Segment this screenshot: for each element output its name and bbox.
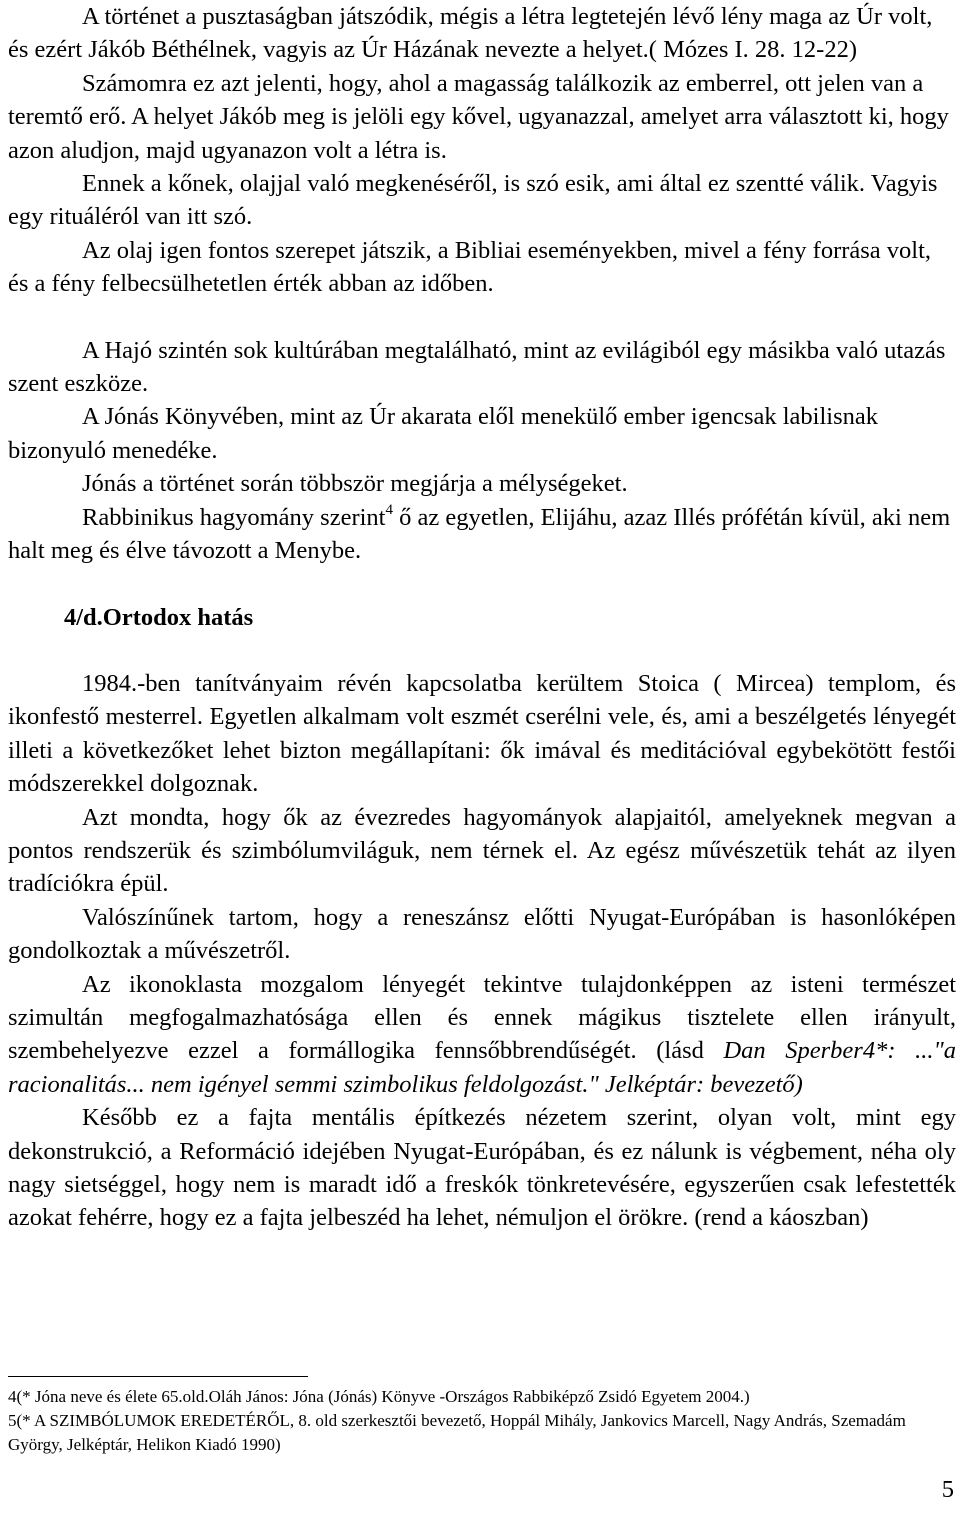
footnote-ref-4: 4 bbox=[385, 501, 393, 518]
paragraph-7: Jónás a történet során többször megjárja a mélységeket. bbox=[82, 470, 628, 498]
paragraph-8 bbox=[8, 501, 956, 568]
footnote-4: 4(* Jóna neve és élete 65.old.Oláh János: Jóna (Jónás) Könyve -Országos Rabbiképző Zsidó Egyetem 2004.) bbox=[8, 1387, 750, 1406]
paragraph-11: Valószínűnek tartom, hogy a reneszánsz előtti Nyugat-Európában is hasonlóképen gondolkoztak a művészetről. bbox=[8, 903, 956, 965]
paragraph-8-text-b: ő az egyetlen, Elijáhu, azaz Illés prófétán kívül, aki nem halt meg és élve távozott a Menybe. bbox=[8, 503, 951, 565]
body-text bbox=[8, 0, 956, 1235]
footnote-5: 5(* A SZIMBÓLUMOK EREDETÉRŐL, 8. old szerkesztői bevezető, Hoppál Mihály, Jankovics Marcell, Nagy András, Szemadám György, Jelképtár, Helikon Kiadó 1990) bbox=[8, 1411, 906, 1454]
paragraph-1: A történet a pusztaságban játszódik, mégis a létra legtetején lévő lény maga az Úr volt, és ezért Jákób Béthélnek, vagyis az Úr Házának nevezte a helyet.( Mózes I. 28. 12-22) bbox=[8, 3, 933, 64]
paragraph-2: Számomra ez azt jelenti, hogy, ahol a magasság találkozik az emberrel, ott jelen van a teremtő erő. A helyet Jákób meg is jelöli egy kővel, ugyanazzal, amelyet arra választott ki, hogy azon aludjon, majd ugyanazon volt a létra is. bbox=[8, 69, 949, 164]
section-heading: 4/d.Ortodox hatás bbox=[64, 603, 254, 631]
page-number: 5 bbox=[941, 1476, 954, 1503]
paragraph-9: 1984.-ben tanítványaim révén kapcsolatba kerültem Stoica ( Mircea) templom, és ikonfestő mesterrel. Egyetlen alkalmam volt eszmét cserélni vele, és, ami a beszélgetés lényegét illeti a következőket lehet bizton megállapítani: ők imával és meditációval egybekötött festői módszerekkel dolgoznak. bbox=[8, 669, 956, 798]
paragraph-12-text: Az ikonoklasta mozgalom lényegét tekintve tulajdonképpen az isteni természet szimultán megfogalmazhatósága ellen és ennek mágikus tisztelete ellen irányult, szembehelyezve ezzel a formállogika fennsőbbrendűségét. (lásd bbox=[8, 970, 956, 1065]
paragraph-6: A Jónás Könyvében, mint az Úr akarata elől menekülő ember igencsak labilisnak bizonyuló menedéke. bbox=[8, 403, 878, 464]
footnotes bbox=[8, 1385, 958, 1457]
paragraph-10: Azt mondta, hogy ők az évezredes hagyományok alapjaitól, amelyeknek megvan a pontos rendszerük és szimbólumviláguk, nem térnek el. Az egész művészetük tehát az ilyen tradíciókra épül. bbox=[8, 803, 956, 898]
paragraph-12-citation: Dan Sperber4*: ..."a racionalitás... nem igényel semmi szimbolikus feldolgozást." Jelképtár: bevezető) bbox=[8, 1037, 956, 1098]
paragraph-5: A Hajó szintén sok kultúrában megtalálható, mint az evilágiból egy másikba való utazás szent eszköze. bbox=[8, 336, 946, 398]
footnote-separator bbox=[8, 1376, 308, 1377]
paragraph-8-text-a: Rabbinikus hagyomány szerint bbox=[82, 503, 386, 531]
paragraph-13: Később ez a fajta mentális építkezés nézetem szerint, olyan volt, mint egy dekonstrukció, a Reformáció idejében Nyugat-Európában, és ez nálunk is végbement, néha oly nagy sietséggel, hogy nem is maradt idő a freskók tönkretevésére, egyszerűen csak lefestették azokat fehérre, hogy ez a fajta jelbeszéd ha lehet, némuljon el örökre. (rend a káoszban) bbox=[8, 1104, 956, 1232]
paragraph-3: Ennek a kőnek, olajjal való megkenéséről, is szó esik, ami által ez szentté válik. Vagyis egy rituáléról van itt szó. bbox=[8, 170, 938, 231]
paragraph-4: Az olaj igen fontos szerepet játszik, a Bibliai eseményekben, mivel a fény forrása volt, és a fény felbecsülhetetlen érték abban az időben. bbox=[8, 236, 932, 298]
paragraph-12 bbox=[8, 968, 956, 1102]
